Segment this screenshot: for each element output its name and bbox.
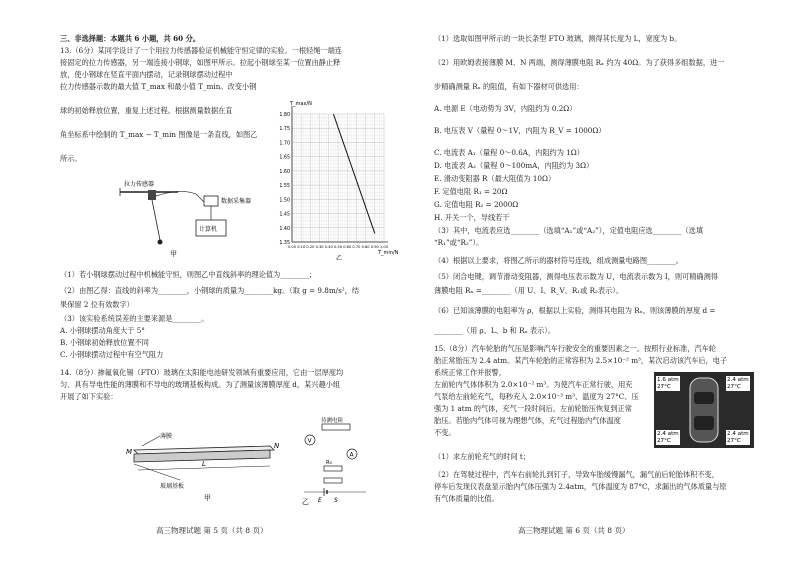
y-tick-label: 1.45	[279, 212, 290, 218]
q13-sub2a: （2）由图乙得：直线的斜率为________，小钢球的质量为________kg。（取 g = 9.8m/s²，结	[60, 286, 360, 295]
y-tick-label: 1.75	[279, 127, 290, 133]
tire-pressure: 1.6 atm	[657, 377, 679, 383]
q14-sub3b: “R₁”或“R₂”）。	[434, 238, 484, 247]
computer-label: 计算机	[199, 226, 218, 233]
q13-line: 球的初始释放位置，重复上述过程。根据测量数据在直	[60, 106, 233, 115]
tire-front-left	[656, 376, 680, 391]
equipment-item: D. 电流表 A₂（量程 0～100mA，内阻约为 3Ω）	[434, 161, 594, 170]
force-sensor-icon	[148, 190, 156, 200]
q14-sub5b: 薄膜电阻 Rₓ =________（用 U、I、R_V、R₁或 R₂表示）。	[434, 286, 624, 295]
q13-sub3: （3）该实验系统误差的主要来源是________。	[60, 314, 209, 323]
section-title: 三、非选择题：本题共 6 小题，共 60 分。	[60, 34, 201, 43]
y-tick-label: 1.65	[279, 155, 290, 161]
rx-label: 待测电阻	[321, 418, 344, 424]
q15-sub2b: 停车后发现仪表盘显示胎内气体压强为 2.4atm，气体温度为 87°C，求漏出的气体质量与原	[434, 482, 727, 491]
apparatus-figure	[100, 178, 250, 258]
sensor-label: 拉力传感器	[124, 181, 155, 188]
x-tick-label: 0.40	[324, 245, 333, 249]
point-n: N	[274, 442, 280, 450]
q13-line: 接固定的拉力传感器，另一端连接小钢球，如图甲所示。拉起小钢球至某一位置由静止释	[60, 58, 341, 67]
tmax-tmin-chart	[272, 101, 399, 262]
q13-sub1: （1）若小钢球摆动过程中机械能守恒，则图乙中直线斜率的理论值为________；	[60, 270, 317, 279]
tire-rear-right	[726, 430, 750, 445]
tire-pressure: 2.4 atm	[727, 431, 749, 437]
q15-line: 不变。	[434, 428, 456, 437]
battery-label: E	[318, 497, 322, 504]
x-tick-label: 0.50	[333, 245, 343, 249]
y-tick-label: 1.55	[279, 184, 290, 190]
q14-sub6b: ________（用 ρ、L、b 和 Rₓ 表示）。	[434, 326, 556, 335]
q14-step2: （2）用欧姆表接薄膜 M、N 两端，测得薄膜电阻 Rₓ 约为 40Ω。为了获得多组数据，进一	[434, 58, 725, 67]
q15-line: 左前轮内气体体积为 2.0×10⁻² m³。为使汽车正常行驶，用充	[434, 380, 633, 389]
steel-ball	[158, 240, 163, 245]
q14-step1: （1）选取如图甲所示的一块长条型 FTO 玻璃，测得其长度为 L，宽度为 b。	[434, 34, 682, 43]
tire-temp: 27°C	[727, 437, 741, 444]
q15-sub1: （1）求左前轮充气的时间 t；	[434, 452, 530, 461]
q15-line: 气泵给左前轮充气，每秒充入 2.0×10⁻³ m³、温度为 27°C、压	[434, 392, 639, 401]
q13-option-b: B. 小钢球初始释放位置不同	[60, 338, 149, 347]
tire-pressure-panel	[654, 372, 754, 448]
y-tick-label: 1.35	[279, 241, 290, 246]
q14-sub5a: （5）闭合电键，调节滑动变阻器，测得电压表示数为 U，电流表示数为 I，则可精确测得	[434, 272, 718, 281]
tire-pressure: 2.4 atm	[657, 431, 679, 437]
q13-sub2b: 果保留 2 位有效数字）	[60, 300, 134, 309]
circuit-caption: 乙	[302, 498, 309, 506]
q13-line: 放，使小钢球在竖直平面内摆动，记录钢球摆动过程中	[60, 70, 233, 79]
equipment-item: F. 定值电阻 R₁ = 20Ω	[434, 187, 508, 196]
resistor-rx	[322, 424, 350, 430]
right-page	[398, 0, 794, 561]
car-icon	[682, 376, 726, 444]
tire-rear-left	[656, 430, 680, 445]
fto-glass-figure	[120, 432, 290, 502]
data-collector-icon	[204, 196, 218, 206]
tire-temp: 27°C	[727, 383, 741, 390]
q14-step2-cont: 步精确测量 Rₓ 的阻值，有如下器材可供选用：	[434, 82, 584, 91]
film-label: 薄膜	[160, 433, 173, 440]
x-tick-label: 0.00	[287, 245, 297, 249]
q13-option-c: C. 小钢球摆动过程中有空气阻力	[60, 350, 164, 359]
q15-sub2a: （2）在驾驶过程中，汽车右前轮扎到钉子，导致车胎缓慢漏气，漏气前后轮胎体积不变，	[434, 470, 719, 479]
tire-pressure: 2.4 atm	[727, 377, 749, 383]
tire-temp: 27°C	[657, 437, 671, 444]
q14-line: 14.（8分）掺氟氧化锡（FTO）玻璃在太阳能电池研发领域有重要应用，它由一层厚度均	[60, 368, 344, 377]
q13-line: 所示。	[60, 154, 82, 163]
page-footer-left: 高三物理试题 第 5 页（共 8 页）	[156, 526, 268, 535]
q15-line: 胎正常胎压为 2.4 atm。某汽车轮胎的正常容积为 2.5×10⁻² m³，某次启动该汽车后，电子	[434, 356, 728, 365]
y-tick-label: 1.70	[279, 141, 290, 147]
equipment-item: B. 电压表 V（量程 0～1V，内阻为 R_V = 1000Ω）	[434, 126, 606, 135]
q14-line: 匀、具有导电性能的薄膜和不导电的玻璃基板构成。为了测量该薄膜厚度 d，某兴趣小组	[60, 380, 341, 389]
equipment-item: C. 电流表 A₁（量程 0～0.6A，内阻约为 1Ω）	[434, 148, 584, 157]
circuit-figure	[296, 416, 386, 506]
q13-line: 拉力传感器示数的最大值 T_max 和最小值 T_min。改变小钢	[60, 82, 257, 91]
y-tick-label: 1.50	[279, 198, 290, 204]
glass-label: 玻璃基板	[160, 483, 185, 490]
x-tick-label: 0.30	[315, 245, 324, 249]
x-tick-label: 0.70	[352, 245, 361, 249]
chart-caption: 乙	[336, 255, 343, 262]
x-tick-label: 0.80	[361, 245, 370, 249]
x-tick-label: 0.60	[343, 245, 352, 249]
q13-line: 13.（6分）某同学设计了一个用拉力传感器验证机械能守恒定律的实验。一根轻绳一端连	[60, 46, 342, 55]
page-footer-right: 高三物理试题 第 6 页（共 8 页）	[518, 526, 630, 535]
x-axis-label: T_min/N	[378, 250, 399, 256]
r0-label: R₀	[326, 460, 333, 466]
q15-line: 15.（8分）汽车轮胎的气压是影响汽车行驶安全的重要因素之一。按照行业标准，汽车轮	[434, 344, 716, 353]
x-tick-label: 0.10	[297, 245, 306, 249]
figure-caption: 甲	[170, 250, 177, 258]
q15-line: 胎压。若胎内气体可视为理想气体，充气过程胎内气体温度	[434, 416, 621, 425]
q13-line: 角坐标系中绘制的 T_max − T_min 图像是一条直线，如图乙	[60, 130, 258, 139]
y-tick-label: 1.60	[279, 169, 290, 175]
q14-sub4: （4）根据以上要求，将图乙所示的器材符号连线，组成测量电路图________。	[434, 256, 683, 265]
equipment-item: G. 定值电阻 R₂ = 2000Ω	[434, 200, 519, 209]
fig-caption: 甲	[204, 494, 211, 502]
switch-label: S	[334, 497, 338, 504]
equipment-item: H. 开关一个，导线若干	[434, 213, 510, 222]
equipment-item: A. 电源 E（电动势为 3V，内阻约为 0.2Ω）	[434, 104, 577, 113]
q14-sub6a: （6）已知该薄膜的电阻率为 ρ，根据以上实验，测得其电阻为 Rₓ，则该薄膜的厚度 d =	[434, 306, 716, 315]
length-label: L	[202, 460, 206, 468]
equipment-item: E. 滑动变阻器 R（最大阻值为 10Ω）	[434, 174, 556, 183]
q15-line: 强为 1 atm 的气体，充气一段时间后，左前轮胎压恢复到正常	[434, 404, 632, 413]
x-tick-label: 0.90	[370, 245, 379, 249]
tire-front-right	[726, 376, 750, 391]
x-tick-label: 1.00	[379, 245, 389, 249]
point-m: M	[126, 448, 133, 456]
tire-temp: 27°C	[657, 383, 671, 390]
q15-sub2c: 有气体质量的比值。	[434, 494, 499, 503]
collector-label: 数据采集器	[221, 198, 252, 205]
y-axis-label: T_max/N	[290, 101, 312, 107]
y-tick-label: 1.80	[279, 113, 290, 118]
y-tick-label: 1.40	[279, 226, 290, 232]
ammeter-label: A	[349, 451, 354, 459]
resistor-r0	[324, 466, 342, 471]
q14-line: 开展了如下实验：	[60, 392, 118, 401]
x-tick-label: 0.20	[306, 245, 315, 249]
q14-sub3a: （3）其中，电流表应选________（选填“A₁”或“A₂”），定值电阻应选________（选填	[434, 226, 704, 235]
voltmeter-label: V	[307, 437, 312, 445]
q15-line: 系统正常工作并报警，	[434, 368, 506, 377]
q13-option-a: A. 小钢球摆动角度大于 5°	[60, 326, 145, 335]
